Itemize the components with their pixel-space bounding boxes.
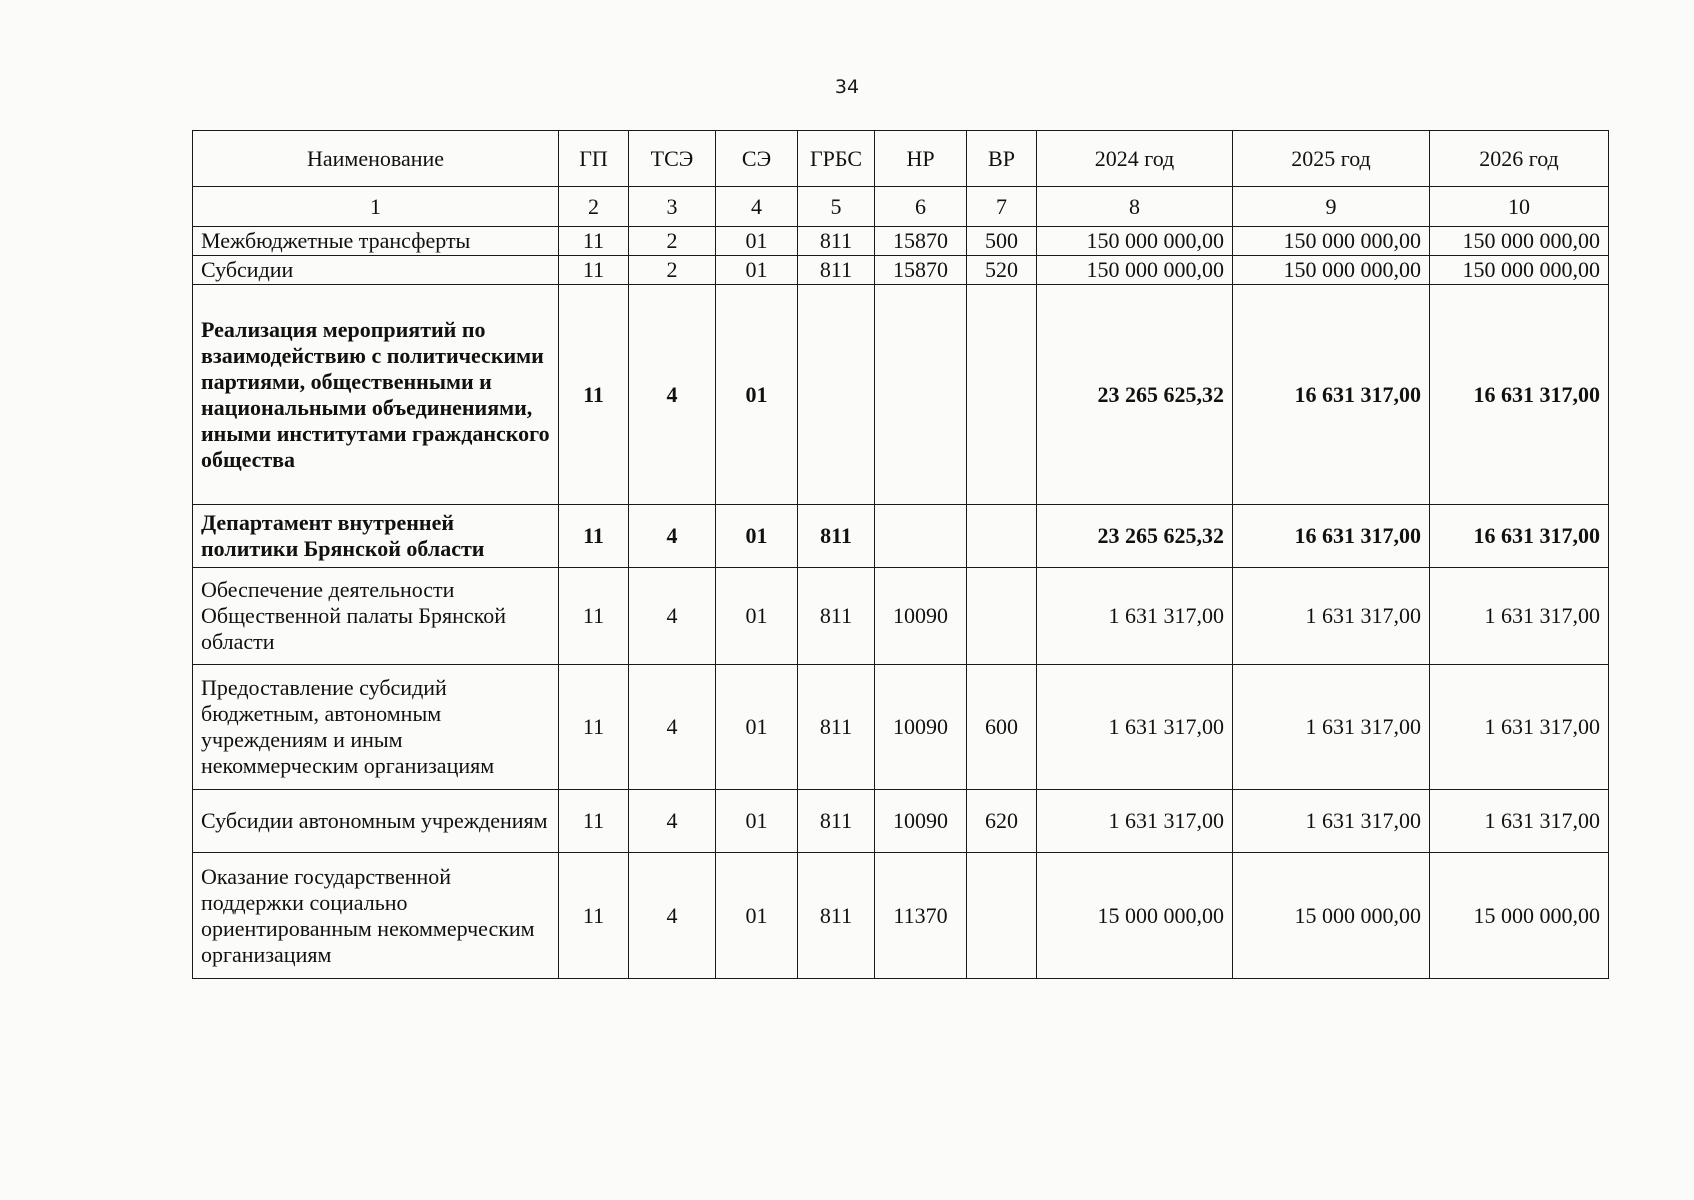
cell-gp: 11 <box>559 790 629 853</box>
cell-2026: 1 631 317,00 <box>1430 790 1609 853</box>
cell-se: 01 <box>716 568 798 665</box>
cell-tse: 4 <box>629 568 716 665</box>
cell-2026: 1 631 317,00 <box>1430 665 1609 790</box>
cell-tse: 4 <box>629 505 716 568</box>
cell-nr: 10090 <box>875 790 967 853</box>
cell-2024: 150 000 000,00 <box>1037 256 1233 285</box>
row-name: Предоставление субсидий бюджетным, автономным учреждениям и иным некоммерческим организациям <box>193 665 559 790</box>
cell-gp: 11 <box>559 256 629 285</box>
row-name: Оказание государственной поддержки социально ориентированным некоммерческим организациям <box>193 853 559 979</box>
cell-se: 01 <box>716 256 798 285</box>
cell-gp: 11 <box>559 665 629 790</box>
cell-2025: 16 631 317,00 <box>1233 505 1430 568</box>
cell-2025: 16 631 317,00 <box>1233 285 1430 505</box>
cell-2025: 15 000 000,00 <box>1233 853 1430 979</box>
cell-2024: 23 265 625,32 <box>1037 505 1233 568</box>
cell-2024: 23 265 625,32 <box>1037 285 1233 505</box>
column-number: 9 <box>1233 187 1430 227</box>
column-number: 5 <box>798 187 875 227</box>
cell-gp: 11 <box>559 285 629 505</box>
table-row <box>193 568 1609 665</box>
cell-nr <box>875 505 967 568</box>
cell-grbs: 811 <box>798 227 875 256</box>
header-2025: 2025 год <box>1233 131 1430 187</box>
cell-2025: 1 631 317,00 <box>1233 568 1430 665</box>
cell-se: 01 <box>716 285 798 505</box>
cell-grbs: 811 <box>798 256 875 285</box>
cell-2026: 1 631 317,00 <box>1430 568 1609 665</box>
cell-2025: 150 000 000,00 <box>1233 256 1430 285</box>
column-number: 4 <box>716 187 798 227</box>
table-row <box>193 665 1609 790</box>
cell-tse: 2 <box>629 256 716 285</box>
cell-2024: 1 631 317,00 <box>1037 568 1233 665</box>
cell-se: 01 <box>716 665 798 790</box>
header-2024: 2024 год <box>1037 131 1233 187</box>
cell-2026: 16 631 317,00 <box>1430 505 1609 568</box>
cell-nr: 15870 <box>875 256 967 285</box>
table-row <box>193 227 1609 256</box>
cell-se: 01 <box>716 853 798 979</box>
cell-nr: 11370 <box>875 853 967 979</box>
cell-vr <box>967 505 1037 568</box>
cell-2025: 1 631 317,00 <box>1233 665 1430 790</box>
cell-nr: 10090 <box>875 665 967 790</box>
cell-grbs <box>798 285 875 505</box>
cell-2024: 150 000 000,00 <box>1037 227 1233 256</box>
cell-se: 01 <box>716 227 798 256</box>
cell-nr: 10090 <box>875 568 967 665</box>
row-name: Обеспечение деятельности Общественной палаты Брянской области <box>193 568 559 665</box>
cell-vr: 620 <box>967 790 1037 853</box>
column-number: 7 <box>967 187 1037 227</box>
table-row <box>193 285 1609 505</box>
row-name: Реализация мероприятий по взаимодействию с политическими партиями, общественными и национальными объединениями, иными институтами гражданского общества <box>193 285 559 505</box>
cell-tse: 4 <box>629 790 716 853</box>
cell-2024: 1 631 317,00 <box>1037 665 1233 790</box>
cell-se: 01 <box>716 790 798 853</box>
cell-nr <box>875 285 967 505</box>
header-gp: ГП <box>559 131 629 187</box>
header-vr: ВР <box>967 131 1037 187</box>
cell-vr: 600 <box>967 665 1037 790</box>
column-number: 8 <box>1037 187 1233 227</box>
header-tse: ТСЭ <box>629 131 716 187</box>
cell-gp: 11 <box>559 505 629 568</box>
cell-gp: 11 <box>559 853 629 979</box>
cell-2026: 15 000 000,00 <box>1430 853 1609 979</box>
header-se: СЭ <box>716 131 798 187</box>
row-name: Департамент внутренней политики Брянской области <box>193 505 559 568</box>
row-name: Субсидии <box>193 256 559 285</box>
header-nr: НР <box>875 131 967 187</box>
header-row <box>193 131 1609 187</box>
cell-grbs: 811 <box>798 505 875 568</box>
row-name: Субсидии автономным учреждениям <box>193 790 559 853</box>
table-row <box>193 505 1609 568</box>
cell-grbs: 811 <box>798 790 875 853</box>
column-number: 6 <box>875 187 967 227</box>
cell-2024: 15 000 000,00 <box>1037 853 1233 979</box>
cell-grbs: 811 <box>798 665 875 790</box>
cell-vr: 520 <box>967 256 1037 285</box>
cell-2025: 150 000 000,00 <box>1233 227 1430 256</box>
header-2026: 2026 год <box>1430 131 1609 187</box>
cell-grbs: 811 <box>798 853 875 979</box>
cell-vr <box>967 285 1037 505</box>
cell-vr <box>967 853 1037 979</box>
cell-vr <box>967 568 1037 665</box>
cell-tse: 2 <box>629 227 716 256</box>
cell-nr: 15870 <box>875 227 967 256</box>
cell-2024: 1 631 317,00 <box>1037 790 1233 853</box>
cell-grbs: 811 <box>798 568 875 665</box>
header-name: Наименование <box>193 131 559 187</box>
column-number: 10 <box>1430 187 1609 227</box>
cell-tse: 4 <box>629 285 716 505</box>
column-number: 3 <box>629 187 716 227</box>
cell-tse: 4 <box>629 853 716 979</box>
cell-2026: 150 000 000,00 <box>1430 256 1609 285</box>
cell-se: 01 <box>716 505 798 568</box>
column-number-row <box>193 187 1609 227</box>
column-number: 1 <box>193 187 559 227</box>
table-row <box>193 853 1609 979</box>
cell-tse: 4 <box>629 665 716 790</box>
page-number: 34 <box>834 76 860 98</box>
header-grbs: ГРБС <box>798 131 875 187</box>
budget-table <box>192 130 1609 979</box>
cell-2025: 1 631 317,00 <box>1233 790 1430 853</box>
column-number: 2 <box>559 187 629 227</box>
cell-2026: 150 000 000,00 <box>1430 227 1609 256</box>
table-row <box>193 790 1609 853</box>
cell-2026: 16 631 317,00 <box>1430 285 1609 505</box>
cell-gp: 11 <box>559 568 629 665</box>
table-row <box>193 256 1609 285</box>
cell-gp: 11 <box>559 227 629 256</box>
cell-vr: 500 <box>967 227 1037 256</box>
row-name: Межбюджетные трансферты <box>193 227 559 256</box>
